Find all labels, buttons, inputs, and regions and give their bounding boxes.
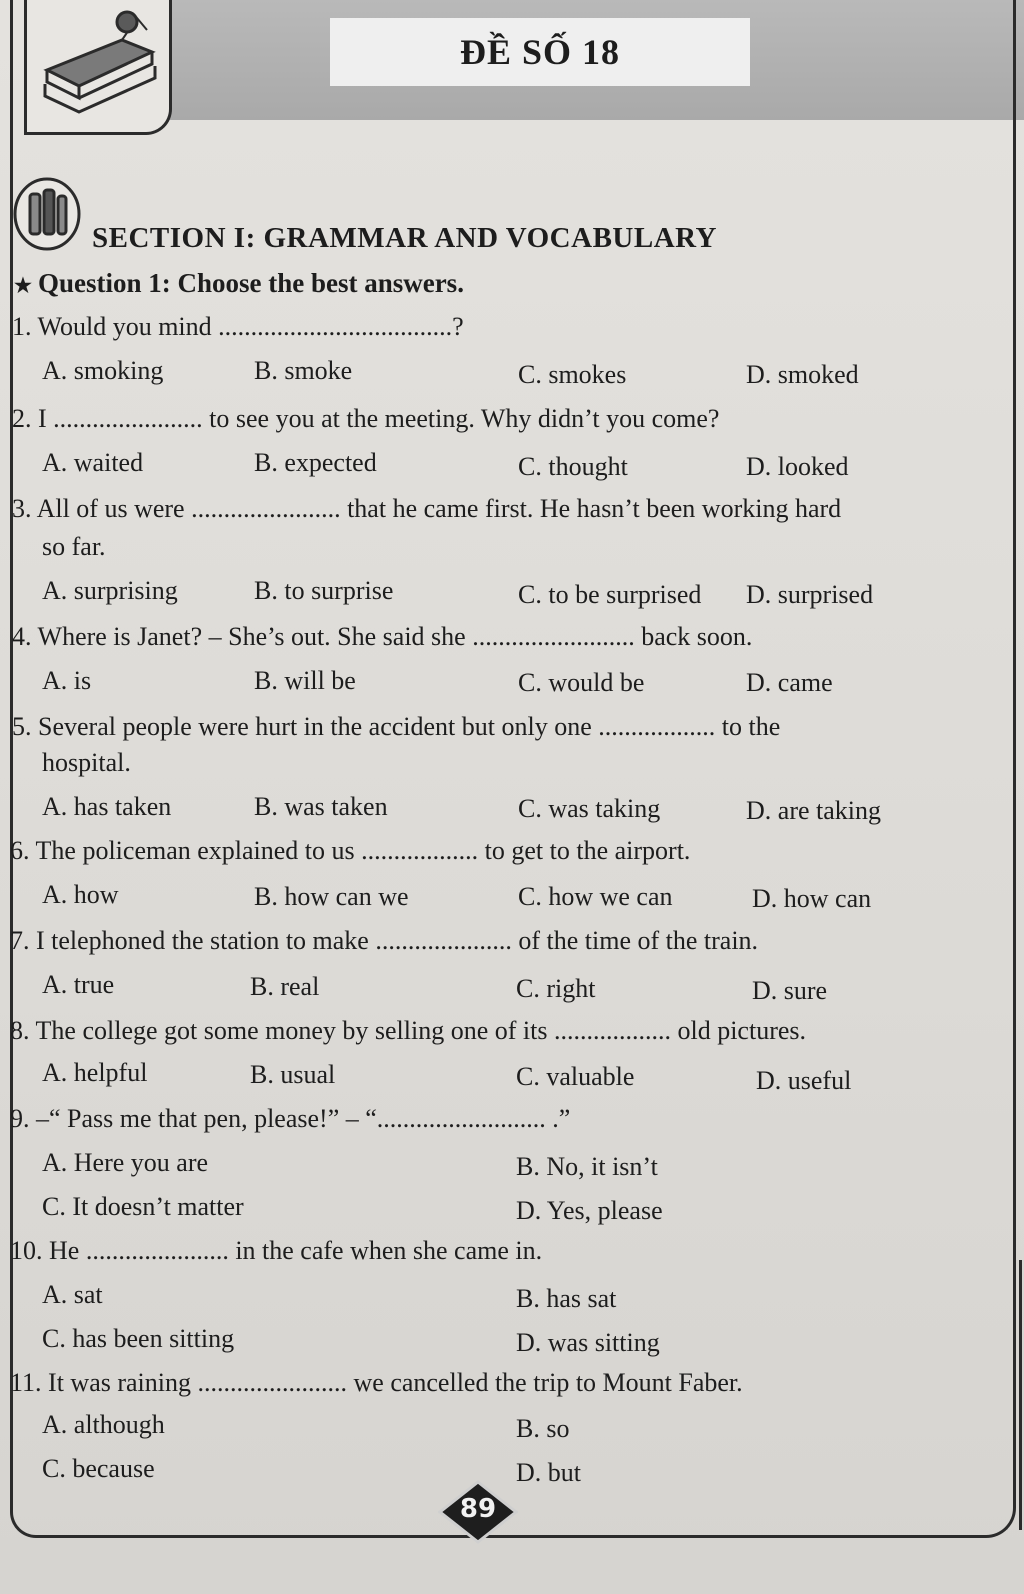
question-stem: 8. The college got some money by selling one of its .................. old pictures. <box>10 1016 807 1045</box>
option-d: D. are taking <box>746 796 882 825</box>
option-b: B. has sat <box>516 1284 617 1313</box>
option-d: D. smoked <box>746 360 859 389</box>
option-c: C. thought <box>518 452 628 481</box>
question-stem: 4. Where is Janet? – She’s out. She said she ......................... back soon. <box>12 622 753 651</box>
option-d: D. how can <box>752 884 872 913</box>
question-stem: 5. Several people were hurt in the accident but only one .................. to the <box>12 712 781 741</box>
question-stem: 10. He ...................... in the cafe when she came in. <box>10 1236 543 1265</box>
option-c: C. would be <box>518 668 645 697</box>
option-b: B. how can we <box>254 882 409 911</box>
option-b: B. smoke <box>254 356 353 385</box>
option-a: A. surprising <box>42 576 178 605</box>
option-c: C. because <box>42 1454 155 1483</box>
option-a: A. has taken <box>42 792 172 821</box>
star-icon: ★ <box>14 275 32 297</box>
pencils-icon <box>12 176 82 252</box>
page-number: 89 <box>459 1494 497 1524</box>
question-stem: 9. –“ Pass me that pen, please!” – “.......................... .” <box>10 1104 571 1133</box>
option-b: B. was taken <box>254 792 388 821</box>
option-a: A. true <box>42 970 115 999</box>
option-d: D. useful <box>756 1066 852 1095</box>
option-c: C. has been sitting <box>42 1324 235 1353</box>
option-c: C. was taking <box>518 794 661 823</box>
option-a: A. how <box>42 880 119 909</box>
question-stem: 1. Would you mind ....................................? <box>12 312 464 341</box>
option-c: C. It doesn’t matter <box>42 1192 244 1221</box>
question-stem: 11. It was raining ....................... we cancelled the trip to Mount Faber. <box>10 1368 743 1397</box>
option-a: A. waited <box>42 448 144 477</box>
question-stem: 6. The policeman explained to us .................. to get to the airport. <box>10 836 691 865</box>
option-c: C. to be surprised <box>518 580 702 609</box>
option-d: D. came <box>746 668 833 697</box>
option-a: A. sat <box>42 1280 103 1309</box>
option-a: A. Here you are <box>42 1148 209 1177</box>
question-stem: 2. I ....................... to see you at the meeting. Why didn’t you come? <box>12 404 720 433</box>
option-b: B. No, it isn’t <box>516 1152 658 1181</box>
option-d: D. was sitting <box>516 1328 660 1357</box>
option-a: A. although <box>42 1410 165 1439</box>
option-d: D. but <box>516 1458 581 1487</box>
question-stem-continued: so far. <box>42 532 106 561</box>
section-title: SECTION I: GRAMMAR AND VOCABULARY <box>92 222 718 254</box>
option-d: D. surprised <box>746 580 874 609</box>
option-b: B. to surprise <box>254 576 394 605</box>
option-b: B. will be <box>254 666 356 695</box>
question-heading <box>14 268 464 299</box>
question-heading-text: Question 1: Choose the best answers. <box>37 268 464 298</box>
option-c: C. how we can <box>518 882 673 911</box>
option-d: D. sure <box>752 976 828 1005</box>
page-frame-edge <box>1003 1260 1022 1530</box>
option-b: B. real <box>250 972 320 1001</box>
page-title: ĐỀ SỐ 18 <box>330 18 750 86</box>
option-a: A. smoking <box>42 356 164 385</box>
option-b: B. so <box>516 1414 570 1443</box>
option-b: B. usual <box>250 1060 336 1089</box>
option-c: C. right <box>516 974 596 1003</box>
option-c: C. valuable <box>516 1062 635 1091</box>
option-a: A. helpful <box>42 1058 148 1087</box>
option-c: C. smokes <box>518 360 627 389</box>
option-d: D. looked <box>746 452 849 481</box>
question-stem-continued: hospital. <box>42 748 131 777</box>
option-d: D. Yes, please <box>516 1196 663 1225</box>
question-stem: 3. All of us were ....................... that he came first. He hasn’t been working hard <box>12 494 842 523</box>
books-icon <box>24 0 172 135</box>
question-stem: 7. I telephoned the station to make ..................... of the time of the train. <box>10 926 759 955</box>
option-a: A. is <box>42 666 92 695</box>
option-b: B. expected <box>254 448 377 477</box>
